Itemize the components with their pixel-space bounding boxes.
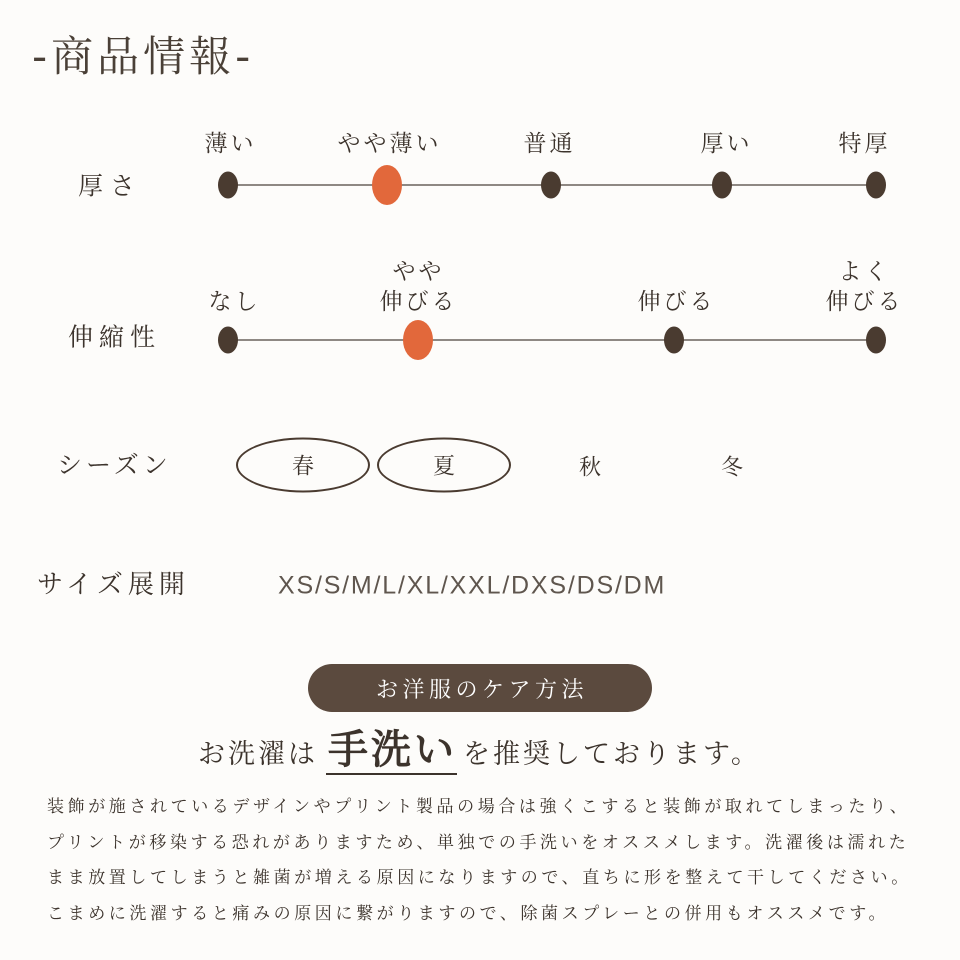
stretch-dot <box>866 327 886 354</box>
stretch-dot <box>664 327 684 354</box>
care-note-line: 装飾が施されているデザインやプリント製品の場合は強くこすると装飾が取れてしまったり、 <box>47 797 911 817</box>
thickness-dot <box>866 172 886 199</box>
thickness-label: 厚さ <box>78 171 143 201</box>
thickness-option-label: 普通 <box>523 131 576 157</box>
care-heading-suffix: を推奨しております。 <box>463 739 761 770</box>
thickness-dot <box>218 172 238 199</box>
stretch-option-label <box>823 257 904 317</box>
stretch-option-label <box>635 287 716 317</box>
page-title: -商品情報- <box>32 32 255 81</box>
season-option-label: 冬 <box>720 455 743 481</box>
thickness-dot <box>372 165 402 205</box>
stretch-option-line: やや <box>392 259 445 285</box>
stretch-option-label <box>377 257 458 317</box>
stretch-dot <box>218 327 238 354</box>
care-note-line: まま放置してしまうと雑菌が増える原因になりますので、直ちに形を整えて干してください。 <box>47 868 912 888</box>
thickness-dot <box>712 172 732 199</box>
stretch-option-line: なし <box>208 289 261 315</box>
thickness-dot <box>541 172 561 199</box>
stretch-option-line: 伸びる <box>379 289 458 315</box>
season-option-summer <box>377 438 511 493</box>
season-label: シーズン <box>57 450 172 480</box>
thickness-option-label: 厚い <box>700 131 753 157</box>
care-notes <box>47 790 912 932</box>
stretch-option-line: 伸びる <box>637 289 716 315</box>
size-list: XS/S/M/L/XL/XXL/DXS/DS/DM <box>278 571 667 600</box>
care-section-badge-label: お洋服のケア方法 <box>375 677 588 703</box>
season-option-label: 春 <box>291 454 314 480</box>
season-option-autumn <box>523 439 657 494</box>
season-option-label: 夏 <box>432 454 455 480</box>
season-option-spring <box>236 438 370 493</box>
stretch-option-label <box>206 287 261 317</box>
stretch-dot <box>403 320 433 360</box>
stretch-label: 伸縮性 <box>68 322 162 352</box>
care-heading-emphasis: 手洗い <box>328 727 457 773</box>
season-option-winter <box>665 439 799 494</box>
care-heading <box>198 729 761 775</box>
care-heading-prefix: お洗濯は <box>198 739 318 770</box>
care-section-badge <box>308 664 652 712</box>
thickness-option-label: 薄い <box>204 131 257 157</box>
thickness-option-label: 特厚 <box>838 131 891 157</box>
stretch-option-line: よく <box>838 259 891 285</box>
size-label: サイズ展開 <box>37 570 190 600</box>
stretch-option-line: 伸びる <box>825 289 904 315</box>
stretch-scale-line <box>228 339 876 341</box>
season-option-label: 秋 <box>578 455 601 481</box>
thickness-option-label: やや薄い <box>337 131 442 157</box>
care-note-line: プリントが移染する恐れがありますため、単独での手洗いをオススメします。洗濯後は濡れた <box>47 832 910 853</box>
care-note-line: こまめに洗濯すると痛みの原因に繋がりますので、除菌スプレーとの併用もオススメです。 <box>47 903 890 924</box>
